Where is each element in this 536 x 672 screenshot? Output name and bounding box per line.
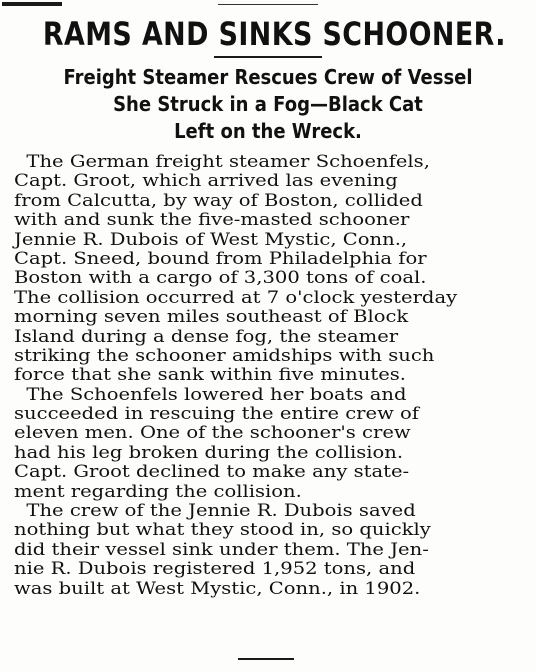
body-line: with and sunk the five-masted schooner [14, 210, 410, 231]
article-body [14, 153, 520, 599]
body-line: Boston with a cargo of 3,300 tons of coal. [14, 268, 427, 289]
body-line: had his leg broken during the collision. [14, 442, 404, 463]
body-line: Island during a dense fog, the steamer [14, 326, 399, 347]
body-line: ment regarding the collision. [14, 481, 302, 502]
body-line: from Calcutta, by way of Boston, collided [14, 190, 423, 211]
body-line: nie R. Dubois registered 1,952 tons, and [14, 559, 416, 580]
body-line: eleven men. One of the schooner's crew [14, 423, 411, 444]
body-line: nothing but what they stood in, so quickly [14, 520, 431, 541]
body-line: Capt. Groot, which arrived las evening [14, 171, 398, 192]
headline: RAMS AND SINKS SCHOONER. [42, 15, 506, 53]
body-line: force that she sank within five minutes. [14, 365, 407, 386]
body-line: Jennie R. Dubois of West Mystic, Conn., [14, 229, 408, 250]
subheadline-line: She Struck in a Fog—Black Cat [113, 92, 423, 116]
headline-rule [214, 56, 322, 58]
body-line: striking the schooner amidships with such [14, 345, 435, 366]
subheadline-line: Freight Steamer Rescues Crew of Vessel [63, 65, 473, 89]
body-line: The Schoenfels lowered her boats and [14, 384, 407, 405]
top-rule [2, 2, 62, 6]
body-line: The crew of the Jennie R. Dubois saved [14, 501, 416, 522]
body-line: Capt. Sneed, bound from Philadelphia for [14, 248, 427, 269]
subheadline [0, 64, 536, 145]
body-line: morning seven miles southeast of Block [14, 307, 409, 328]
top-thin-rule [218, 4, 318, 5]
body-line: The German freight steamer Schoenfels, [14, 152, 430, 172]
bottom-rule [238, 658, 294, 660]
body-line: did their vessel sink under them. The Jen- [14, 539, 429, 560]
body-line: The collision occurred at 7 o'clock yesterday [14, 287, 458, 308]
subheadline-line: Left on the Wreck. [174, 119, 362, 143]
body-line: succeeded in rescuing the entire crew of [14, 404, 420, 425]
body-line: was built at West Mystic, Conn., in 1902. [14, 578, 421, 599]
body-line: Capt. Groot declined to make any state- [14, 462, 410, 483]
